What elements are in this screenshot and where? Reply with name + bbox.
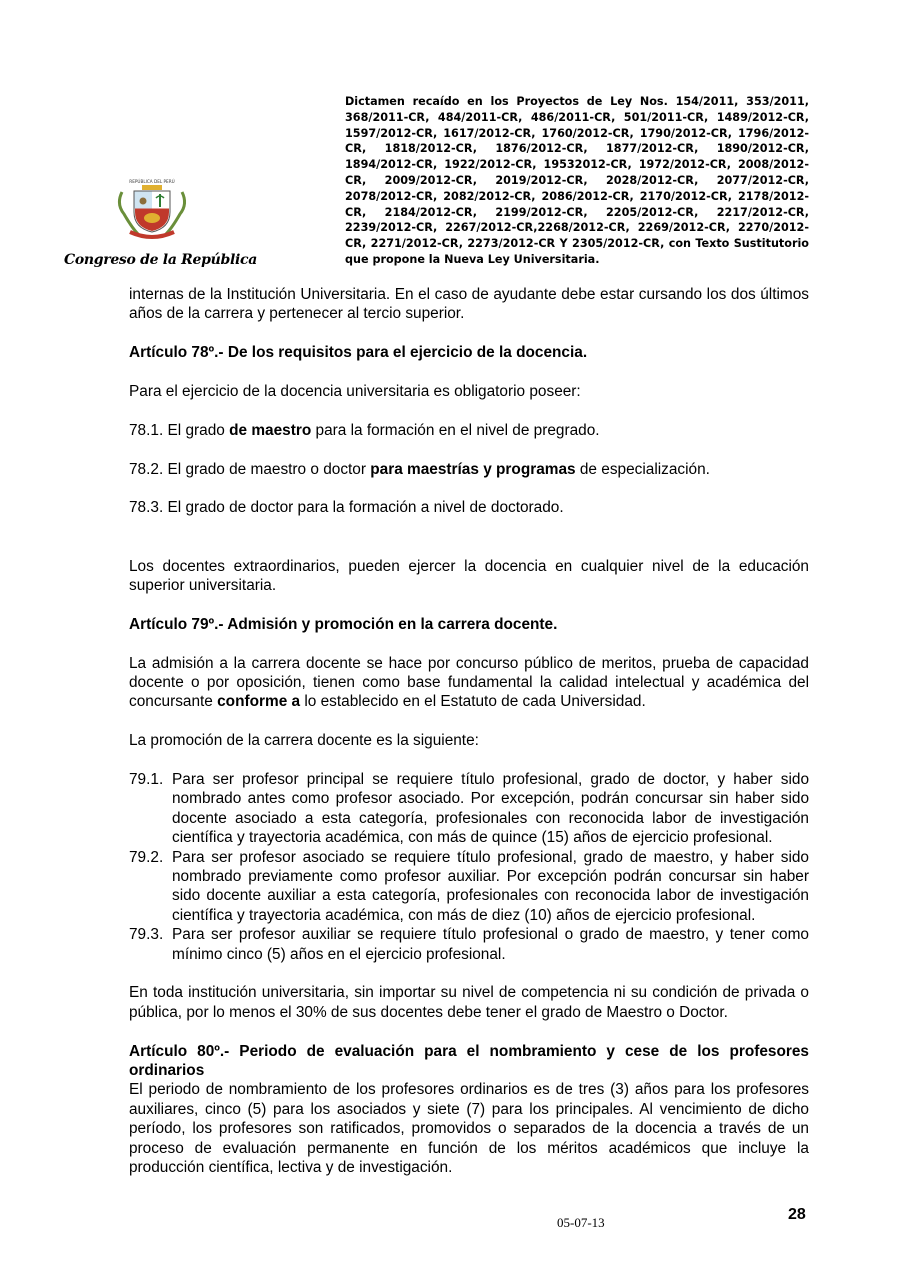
intro-paragraph: internas de la Institución Universitaria. En el caso de ayudante debe estar cursando los dos últimos años de la carrera y pertenecer al tercio superior.	[129, 286, 809, 323]
article-78-closing: Los docentes extraordinarios, pueden ejercer la docencia en cualquier nivel de la educación superior universitaria.	[129, 557, 809, 594]
footer-date: 05-07-13	[557, 1215, 605, 1230]
list-item	[129, 848, 809, 926]
coat-of-arms-logo	[112, 174, 192, 244]
list-item-text: Para ser profesor auxiliar se requiere título profesional o grado de maestro, y tener como mínimo cinco (5) años en el ejercicio profesional.	[172, 926, 809, 963]
article-79-paragraph-2: La promoción de la carrera docente es la siguiente:	[129, 732, 479, 750]
article-78-item-3: 78.3. El grado de doctor para la formación a nivel de doctorado.	[129, 499, 564, 517]
article-78-item-1: 78.1. El grado de maestro para la formación en el nivel de pregrado.	[129, 421, 600, 439]
article-80-text: El periodo de nombramiento de los profesores ordinarios es de tres (3) años para los profesores auxiliares, cinco (5) para los asociados y siete (7) para los principales. Al vencimiento de dicho período, los profesores son ratificados, promovidos o separados de la docencia a través de un proceso de evaluación permanente en función de los méritos académicos que incluye la producción científica, lectiva y de investigación.	[129, 1081, 809, 1177]
article-79-paragraph-1: La admisión a la carrera docente se hace por concurso público de meritos, prueba de capacidad docente o por oposición, tienen como base fundamental la calidad intelectual y académica del concursante conforme a lo establecido en el Estatuto de cada Universidad.	[129, 654, 809, 711]
list-item-number: 79.1.	[129, 770, 164, 788]
article-79-heading: Artículo 79º.- Admisión y promoción en la carrera docente.	[129, 615, 558, 633]
svg-text:REPÚBLICA DEL PERÚ: REPÚBLICA DEL PERÚ	[129, 179, 175, 184]
page-number: 28	[788, 1206, 806, 1223]
article-79-closing: En toda institución universitaria, sin importar su nivel de competencia ni su condición de privada o pública, por lo menos el 30% de sus docentes debe tener el grado de Maestro o Doctor.	[129, 984, 809, 1021]
article-78-list	[129, 421, 809, 518]
list-item	[129, 770, 809, 848]
article-78-item-2: 78.2. El grado de maestro o doctor para maestrías y programas de especialización.	[129, 460, 710, 478]
document-body	[129, 285, 809, 1197]
list-item-text: Para ser profesor asociado se requiere título profesional, grado de maestro, y haber sido nombrado previamente como profesor auxiliar. Por excepción podrán concursar sin haber sido docente auxiliar a esta categoría, profesionales con reconocida labor de investigación científica y trayectoria académica, con más de diez (10) años de ejercicio profesional.	[172, 848, 809, 924]
list-item-number: 79.2.	[129, 848, 164, 866]
article-79-list	[129, 770, 809, 964]
list-item	[129, 925, 809, 964]
article-78-lead: Para el ejercicio de la docencia universitaria es obligatorio poseer:	[129, 383, 581, 400]
institution-name: Congreso de la República	[64, 252, 257, 268]
list-item-number: 79.3.	[129, 926, 164, 944]
article-78-heading: Artículo 78º.- De los requisitos para el ejercicio de la docencia.	[129, 344, 588, 362]
dictamen-header: Dictamen recaído en los Proyectos de Ley Nos. 154/2011, 353/2011, 368/2011-CR, 484/2011-CR, 486/2011-CR, 501/2011-CR, 1489/2012-CR, 1597/2012-CR, 1617/2012-CR, 1760/2012-CR, 1790/2012-CR, 1796/2012-CR, 1818/2012-CR, 1876/2012-CR, 1877/2012-CR, 1890/2012-CR, 1894/2012-CR, 1922/2012-CR, 19532012-CR, 1972/2012-CR, 2008/2012-CR, 2009/2012-CR, 2019/2012-CR, 2028/2012-CR, 2077/2012-CR, 2078/2012-CR, 2082/2012-CR, 2086/2012-CR, 2170/2012-CR, 2178/2012-CR, 2184/2012-CR, 2199/2012-CR, 2205/2012-CR, 2217/2012-CR, 2239/2012-CR, 2267/2012-CR,2268/2012-CR, 2269/2012-CR, 2270/2012-CR, 2271/2012-CR, 2273/2012-CR Y 2305/2012-CR, con Texto Sustitutorio que propone la Nueva Ley Universitaria.	[345, 95, 809, 266]
article-80-heading: Artículo 80º.- Periodo de evaluación para el nombramiento y cese de los profesores ordinarios	[129, 1042, 809, 1080]
list-item-text: Para ser profesor principal se requiere título profesional, grado de doctor, y haber sido nombrado antes como profesor asociado. Por excepción, podrán concursar sin haber sido docente asociado a esta categoría, profesionales con reconocida labor de investigación científica y trayectoria académica, con más de quince (15) años de ejercicio profesional.	[172, 770, 809, 847]
